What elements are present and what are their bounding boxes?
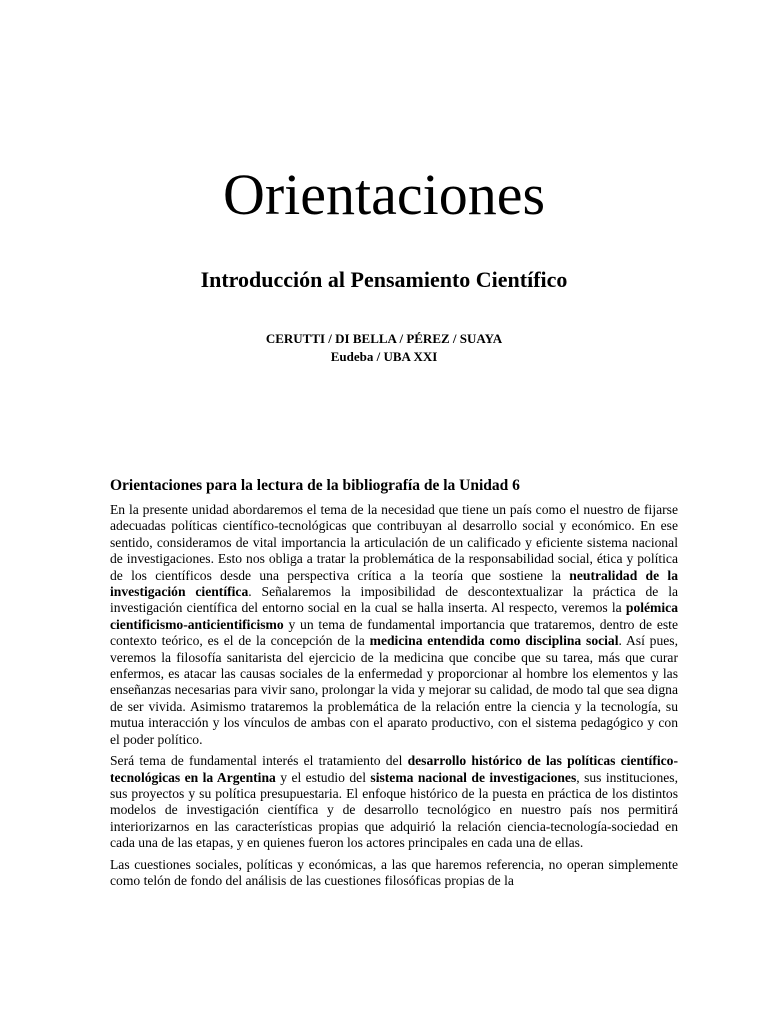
emphasized-text: medicina entendida como disciplina social xyxy=(369,633,619,649)
emphasized-text: polémica cientificismo-anticientificismo xyxy=(110,600,678,632)
document-title: Orientaciones xyxy=(222,162,546,227)
emphasized-text: desarrollo histórico de las políticas científico-tecnológicas en la Argentina xyxy=(110,753,678,785)
emphasized-text: sistema nacional de investigaciones xyxy=(370,769,577,785)
body-paragraph xyxy=(110,753,678,851)
document-subtitle: Introducción al Pensamiento Científico xyxy=(200,267,568,292)
paragraph-text: y el estudio del xyxy=(275,769,371,785)
section-body xyxy=(110,502,678,889)
publisher-line: Eudeba / UBA XXI xyxy=(330,349,438,364)
body-paragraph xyxy=(110,502,678,748)
section-heading: Orientaciones para la lectura de la bibliografía de la Unidad 6 xyxy=(110,477,520,494)
paragraph-text: . Así pues, veremos la filosofía sanitarista del ejercicio de la medicina que concibe que su tarea, más que curar enfermos, es atacar las causas sociales de la enfermedad y proporcionar al hombre los elementos y las enseñanzas necesarias para vivir sano, prolongar la vida y mejorar su calidad, de modo tal que sea digna de ser vivida. Asimismo trataremos la problemática de la relación entre la ciencia y la tecnología, su mutua interacción y los vínculos de ambas con el aparato productivo, con el sistema pedagógico y con el poder político. xyxy=(110,633,678,747)
paragraph-text: . Señalaremos la imposibilidad de descontextualizar la práctica de la investigación científica del entorno social en la cual se halla inserta. Al respecto, veremos la xyxy=(110,584,678,616)
paragraph-text: Las cuestiones sociales, políticas y económicas, a las que haremos referencia, no operan simplemente como telón de fondo del análisis de las cuestiones filosóficas propias de la xyxy=(110,856,678,888)
authors-line: CERUTTI / DI BELLA / PÉREZ / SUAYA xyxy=(265,331,503,346)
paragraph-text: Será tema de fundamental interés el tratamiento del xyxy=(110,753,408,769)
emphasized-text: neutralidad de la investigación científica xyxy=(110,567,678,600)
paragraph-text: y un tema de fundamental importancia que trataremos, dentro de este contexto teórico, es el de la concepción de la xyxy=(110,616,678,649)
reading-guide-section xyxy=(110,476,678,894)
paragraph-text: En la presente unidad abordaremos el tema de la necesidad que tiene un país como el nuestro de fijarse adecuadas políticas científico-tecnológicas que contribuyan al desarrollo social y económico. En ese sentido, consideramos de vital importancia la articulación de un calificado y eficiente sistema nacional de investigaciones. Esto nos obliga a tratar la problemática de la responsabilidad social, ética y política de los científicos desde una perspectiva crítica a la teoría que sostiene la xyxy=(110,502,678,583)
body-paragraph xyxy=(110,857,678,890)
paragraph-text: , sus instituciones, sus proyectos y su política presupuestaria. El enfoque histórico de la puesta en práctica de los distintos modelos de investigación científica y de desarrollo tecnológico en nuestro país nos permitirá interiorizarnos en las características propias que adquirió la relación ciencia-tecnología-sociedad en cada una de las etapas, y en quienes fueron los actores principales en cada una de ellas. xyxy=(110,769,678,851)
